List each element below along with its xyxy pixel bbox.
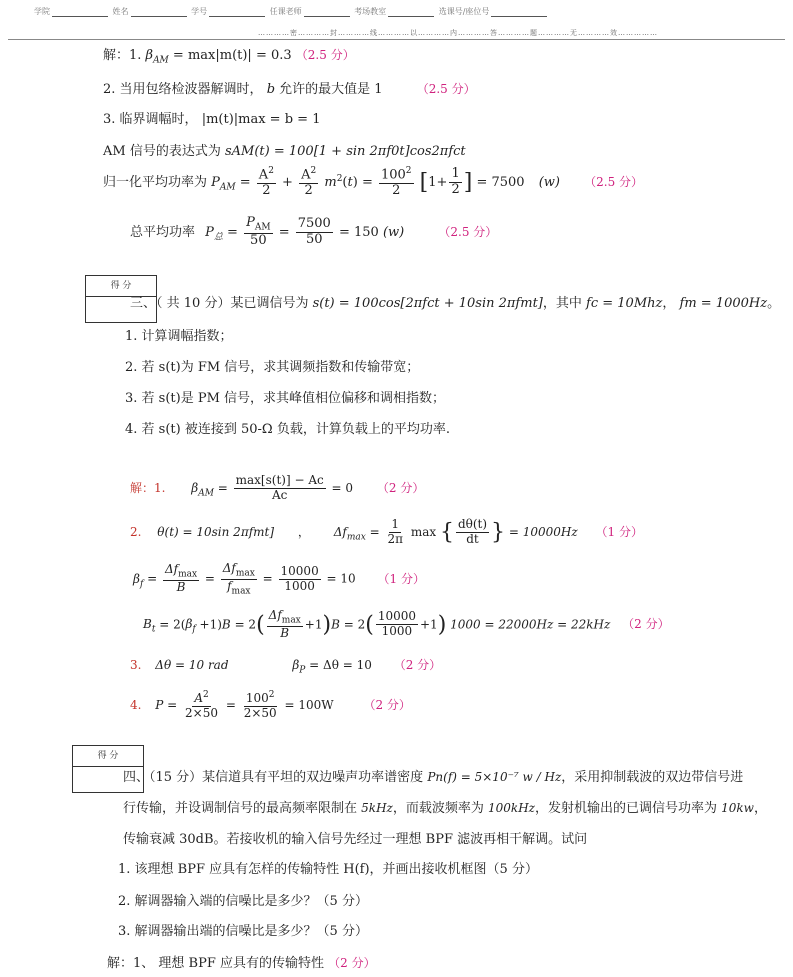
college-blank[interactable] (52, 8, 108, 17)
header-field-teacher: 任课老师 (269, 7, 302, 16)
q3-item-2: 2. 若 s(t)为 FM 信号，求其调频指数和传输带宽； (125, 360, 420, 375)
q4-stem-line2: 行传输，并设调制信号的最高频率限制在 5kHz，而载波频率为 100kHz，发射机输出的已调信号功率为 10kw， (123, 801, 767, 816)
points-label: （2.5 分） (416, 82, 476, 96)
seal-line: …………密…………封…………线…………以…………内…………答…………题…………无…………效…………… (258, 29, 658, 37)
header-field-name: 姓名 (112, 7, 129, 16)
points-label: （2 分） (363, 697, 411, 712)
points-label: （2.5 分） (584, 175, 644, 190)
points-label: （2 分） (376, 480, 425, 495)
q3-stem: 三、（ 共 10 分）某已调信号为 s(t) = 100cos[2πfct + 10sin 2πfmt]，其中 fc = 10Mhz， fm = 1000Hz。 (130, 296, 781, 311)
sol2-line6: 总平均功率 $P_总$ = $\frac{P_{AM}}{50}$ = $\frac{7500}{50}$ = 150 (w) （2.5 分） (130, 215, 498, 248)
sol2-line3: 3. 临界调幅时， |m(t)|max = b = 1 (103, 112, 321, 127)
sol2-line5: 归一化平均功率为 $P_{AM}$ = $\frac{A^2}{2}$ + $\frac{A^2}{2}$ $m^2(t)$ = $\frac{100^2}{2}$ [1+ $\frac{1}{2}$ ] = 7500 (w) （2.5 分） (103, 166, 644, 199)
q4-stem-line1: 四、（15 分）某信道具有平坦的双边噪声功率谱密度 Pn(f) = 5×10⁻⁷ w / Hz，采用抑制载波的双边带信号进 (123, 770, 744, 785)
room-blank[interactable] (388, 8, 434, 17)
header-field-room: 考场教室 (354, 7, 387, 16)
points-label: （1 分） (595, 524, 643, 539)
sol2-line4: AM 信号的表达式为 sAM(t) = 100[1 + sin 2πf0t]cos2πfct (103, 144, 466, 159)
points-label: （2 分） (393, 658, 442, 672)
sol3-step5: 3. Δθ = 10 rad $\beta_P = \Delta\theta = 10$ （2 分） (130, 658, 442, 676)
sol2-line2: 2. 当用包络检波器解调时， b 允许的最大值是 1 （2.5 分） (103, 82, 476, 97)
points-label: （2.5 分） (438, 224, 498, 239)
points-label: （2 分） (622, 617, 670, 632)
score-box-q3[interactable]: 得 分 (85, 275, 157, 323)
score-box-q4[interactable]: 得 分 (72, 745, 144, 793)
points-label: （2 分） (328, 956, 376, 970)
id-blank[interactable] (209, 8, 265, 17)
exam-header (34, 6, 549, 17)
points-label: （2.5 分） (295, 48, 355, 62)
seat-blank[interactable] (491, 8, 547, 17)
header-field-seat: 选课号/座位号 (438, 7, 490, 16)
sol2-line1: 解：1. $\beta_{AM} = \max|m(t)| = 0.3$ （2.5 分） (103, 48, 355, 66)
q4-answer-start: 解：1、 理想 BPF 应具有的传输特性 （2 分） (107, 956, 376, 971)
sol3-step2: 2. θ(t) = 10sin 2πfmt] ， $\Delta f_{max}$ = $\frac{1}{2\pi}$ max { $\frac{d\theta(t)}{dt}$ } = 10000Hz （1 分） (130, 517, 643, 546)
header-field-college: 学院 (34, 7, 50, 16)
q4-item-1: 1. 该理想 BPF 应具有怎样的传输特性 H(f)，并画出接收机框图（5 分） (118, 862, 538, 877)
sol3-step6: 4. P = $\frac{A^2}{2\times 50}$ = $\frac{100^2}{2\times 50}$ = 100W （2 分） (130, 690, 411, 720)
sol3-step4: $B_t = 2(\beta_f +1)B = 2$( $\frac{\Delta f_{max}}{B}$ +1)B = 2( $\frac{10000}{1000}$ +1) 1000 = 22000Hz = 22kHz （2 分） (143, 608, 670, 640)
q4-item-2: 2. 解调器输入端的信噪比是多少？（5 分） (118, 894, 368, 909)
points-label: （1 分） (377, 571, 425, 586)
header-field-id: 学号 (191, 7, 208, 16)
q3-item-3: 3. 若 s(t)是 PM 信号，求其峰值相位偏移和调相指数； (125, 391, 446, 406)
sol3-step3: $\beta_f$ = $\frac{\Delta f_{max}}{B}$ = $\frac{\Delta f_{max}}{f_{max}}$ = $\frac{10000}{1000}$ = 10 （1 分） (133, 561, 425, 597)
q4-item-3: 3. 解调器输出端的信噪比是多少？（5 分） (118, 924, 368, 939)
q3-item-4: 4. 若 s(t) 被连接到 50-Ω 负载，计算负载上的平均功率. (125, 422, 450, 437)
header-rule (8, 39, 785, 40)
sol3-step1: 解：1. $\beta_{AM}$ = $\frac{\max[s(t)] - Ac}{Ac}$ = 0 （2 分） (130, 473, 425, 502)
q3-item-1: 1. 计算调幅指数； (125, 329, 233, 344)
teacher-blank[interactable] (304, 8, 350, 17)
q4-stem-line3: 传输衰减 30dB。若接收机的输入信号先经过一理想 BPF 滤波再相干解调。试问 (123, 832, 588, 847)
name-blank[interactable] (131, 8, 187, 17)
